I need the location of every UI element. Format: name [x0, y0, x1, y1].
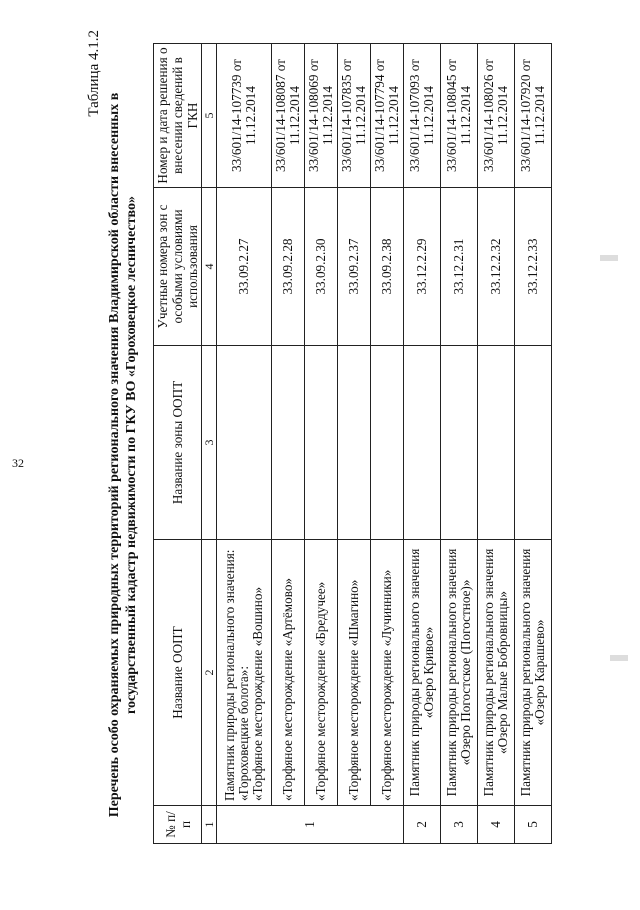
title-line-2: государственный кадастр недвижимости по ГКУ ВО «Гороховецкое лесничество»	[124, 196, 139, 714]
row-zone-name	[305, 346, 338, 540]
table-row	[404, 44, 441, 844]
group-title: Памятник природы регионального значения: «Гороховецкие болота»:	[222, 549, 251, 801]
row-number: 3	[441, 806, 478, 844]
row-zone-number: 33.09.2.38	[371, 188, 404, 346]
col-number: 2	[202, 540, 217, 806]
table-row	[272, 44, 305, 844]
header-name: Название ООПТ	[154, 540, 202, 806]
row-name: Памятник природы регионального значения «Озеро Малые Бобровницы»	[478, 540, 515, 806]
row-zone-name	[404, 346, 441, 540]
row-decision: 33/601/14-107093 от 11.12.2014	[404, 44, 441, 188]
row-name: «Торфяное месторождение «Лучинники»	[371, 540, 404, 806]
row-zone-name	[441, 346, 478, 540]
row-decision: 33/601/14-107920 от 11.12.2014	[515, 44, 552, 188]
row-name: «Торфяное месторождение «Шмагино»	[338, 540, 371, 806]
row-zone-number: 33.09.2.37	[338, 188, 371, 346]
page-number: 32	[12, 456, 24, 470]
row-zone-number: 33.09.2.30	[305, 188, 338, 346]
row-number: 1	[217, 806, 404, 844]
row-zone-name	[371, 346, 404, 540]
row-decision: 33/601/14-107794 от 11.12.2014	[371, 44, 404, 188]
scan-speck	[610, 655, 628, 661]
subsite-name: «Торфяное месторождение «Вошино»	[250, 586, 265, 801]
col-number: 1	[202, 806, 217, 844]
table-row	[478, 44, 515, 844]
header-zone-name: Название зоны ООПТ	[154, 346, 202, 540]
row-decision: 33/601/14-107739 от 11.12.2014	[217, 44, 272, 188]
header-num: № п/п	[154, 806, 202, 844]
col-number: 4	[202, 188, 217, 346]
column-number-row	[202, 44, 217, 844]
oopt-table	[153, 43, 552, 844]
row-name: Памятник природы регионального значения «Озеро Кривое»	[404, 540, 441, 806]
row-decision: 33/601/14-108087 от 11.12.2014	[272, 44, 305, 188]
header-decision: Номер и дата решения о внесении сведений в ГКН	[154, 44, 202, 188]
rotated-page-content	[86, 30, 611, 880]
row-zone-name	[338, 346, 371, 540]
row-name: «Торфяное месторождение «Артёмово»	[272, 540, 305, 806]
row-zone-number: 33.12.2.29	[404, 188, 441, 346]
row-zone-number: 33.12.2.31	[441, 188, 478, 346]
row-number: 2	[404, 806, 441, 844]
table-row	[371, 44, 404, 844]
table-label: Таблица 4.1.2	[86, 30, 102, 117]
row-zone-number: 33.09.2.27	[217, 188, 272, 346]
row-zone-number: 33.12.2.32	[478, 188, 515, 346]
table-row	[515, 44, 552, 844]
row-name	[217, 540, 272, 806]
table-row	[217, 44, 272, 844]
row-zone-name	[515, 346, 552, 540]
document-title	[106, 30, 140, 880]
row-zone-name	[272, 346, 305, 540]
row-zone-name	[217, 346, 272, 540]
table-row	[305, 44, 338, 844]
table-row	[338, 44, 371, 844]
row-decision: 33/601/14-107835 от 11.12.2014	[338, 44, 371, 188]
row-name: Памятник природы регионального значения «Озеро Карашево»	[515, 540, 552, 806]
title-line-1: Перечень особо охраняемых природных территорий регионального значения Владимирской области внесенных в	[107, 92, 122, 818]
row-number: 4	[478, 806, 515, 844]
header-zone-number: Учетные номера зон с особыми условиями использования	[154, 188, 202, 346]
row-zone-number: 33.12.2.33	[515, 188, 552, 346]
row-zone-number: 33.09.2.28	[272, 188, 305, 346]
table-row	[441, 44, 478, 844]
col-number: 5	[202, 44, 217, 188]
row-decision: 33/601/14-108045 от 11.12.2014	[441, 44, 478, 188]
row-decision: 33/601/14-108069 от 11.12.2014	[305, 44, 338, 188]
col-number: 3	[202, 346, 217, 540]
row-name: «Торфяное месторождение «Бредучее»	[305, 540, 338, 806]
scan-speck	[600, 255, 618, 261]
row-number: 5	[515, 806, 552, 844]
row-name: Памятник природы регионального значения «Озеро Погостское (Погостное)»	[441, 540, 478, 806]
row-decision: 33/601/14-108026 от 11.12.2014	[478, 44, 515, 188]
row-zone-name	[478, 346, 515, 540]
header-row	[154, 44, 202, 844]
